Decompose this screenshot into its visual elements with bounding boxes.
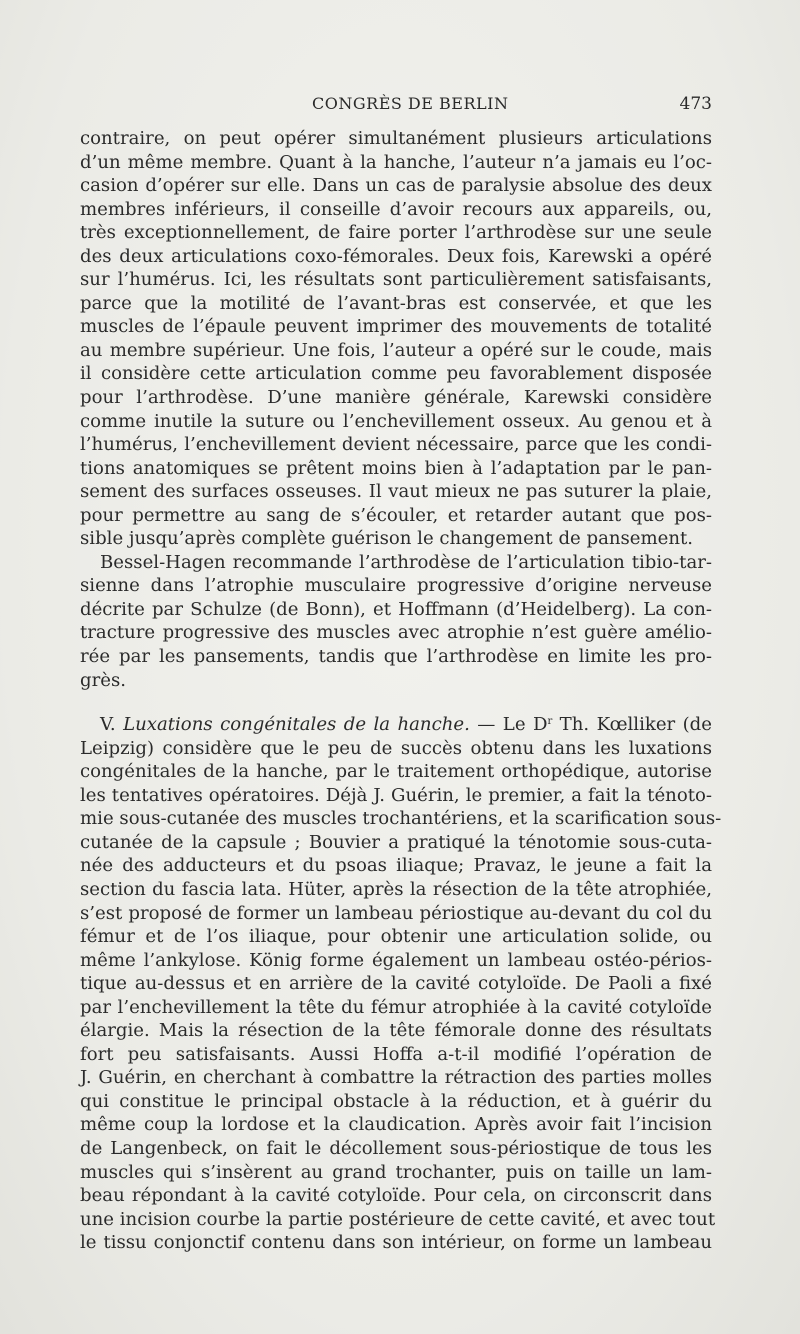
text-line: très exceptionnellement, de faire porter l’arthrodèse sur une seule: [80, 222, 712, 244]
text-line: casion d’opérer sur elle. Dans un cas de paralysie absolue des deux: [80, 175, 712, 197]
text-line: cutanée de la capsule ; Bouvier a pratiqué la ténotomie sous-cuta-: [80, 831, 712, 853]
text-line: le tissu conjonctif contenu dans son intérieur, on forme un lambeau: [80, 1232, 712, 1254]
text-line: beau répondant à la cavité cotyloïde. Pour cela, on circonscrit dans: [80, 1185, 712, 1207]
text-line: sement des surfaces osseuses. Il vaut mieux ne pas suturer la plaie,: [80, 481, 712, 503]
text-line: pour l’arthrodèse. D’une manière générale, Karewski considère: [80, 387, 712, 409]
text-line: sienne dans l’atrophie musculaire progressive d’origine nerveuse: [80, 575, 712, 597]
paragraph-1: [80, 127, 712, 551]
text-line: de Langenbeck, on fait le décollement sous-périostique de tous les: [80, 1137, 712, 1159]
text-line: rée par les pansements, tandis que l’arthrodèse en limite les pro-: [80, 646, 712, 668]
text-line: même l’ankylose. König forme également un lambeau ostéo-périos-: [80, 949, 712, 971]
text-line: fémur et de l’os iliaque, pour obtenir une articulation solide, ou: [80, 926, 712, 948]
section-title: Luxations congénitales de la hanche.: [123, 714, 470, 736]
page-number: 473: [679, 94, 712, 114]
text-line: d’un même membre. Quant à la hanche, l’auteur n’a jamais eu l’oc-: [80, 151, 712, 173]
text-line: parce que la motilité de l’avant-bras est conservée, et que les: [80, 292, 712, 314]
text-line: muscles de l’épaule peuvent imprimer des mouvements de totalité: [80, 316, 712, 338]
heading-text-b: Th. Kœlliker (de: [552, 714, 712, 736]
text-line: Bessel-Hagen recommande l’arthrodèse de l’articulation tibio-tar-: [100, 551, 712, 573]
section-5-heading-line: [80, 713, 712, 737]
text-line: contraire, on peut opérer simultanément plusieurs articulations: [80, 128, 712, 149]
text-line: même coup la lordose et la claudication. Après avoir fait l’incision: [80, 1114, 712, 1136]
text-line: il considère cette articulation comme peu favorablement disposée: [80, 363, 712, 385]
page-header: [80, 94, 712, 118]
text-line: Leipzig) considère que le peu de succès obtenu dans les luxations: [80, 737, 712, 759]
text-line: mie sous-cutanée des muscles trochantériens, et la scarification sous-: [80, 808, 722, 830]
text-line: au membre supérieur. Une fois, l’auteur a opéré sur le coude, mais: [80, 339, 712, 361]
text-line: membres inférieurs, il conseille d’avoir recours aux appareils, ou,: [80, 198, 712, 220]
text-line: tions anatomiques se prêtent moins bien à l’adaptation par le pan-: [80, 457, 712, 479]
text-line: une incision courbe la partie postérieure de cette cavité, et avec tout: [80, 1208, 716, 1230]
section-gap: [80, 692, 712, 713]
text-line: muscles qui s’insèrent au grand trochanter, puis on taille un lam-: [80, 1161, 712, 1183]
text-line: comme inutile la suture ou l’enchevillement osseux. Au genou et à: [80, 410, 712, 432]
text-line: des deux articulations coxo-fémorales. Deux fois, Karewski a opéré: [80, 245, 712, 267]
heading-text-a: — Le D: [469, 714, 548, 736]
text-line: décrite par Schulze (de Bonn), et Hoffmann (d’Heidelberg). La con-: [80, 598, 712, 620]
text-line: section du fascia lata. Hüter, après la résection de la tête atrophiée,: [80, 878, 712, 900]
text-line: tracture progressive des muscles avec atrophie n’est guère amélio-: [80, 622, 712, 644]
text-line: tique au-dessus et en arrière de la cavité cotyloïde. De Paoli a fixé: [80, 973, 712, 995]
body-text: [80, 127, 722, 1255]
paragraph-2: [80, 551, 712, 692]
text-line: par l’enchevillement la tête du fémur atrophiée à la cavité cotyloïde: [80, 996, 712, 1018]
text-line: grès.: [80, 669, 126, 691]
text-line: les tentatives opératoires. Déjà J. Guérin, le premier, a fait la ténoto-: [80, 784, 712, 806]
text-line: sur l’humérus. Ici, les résultats sont particulièrement satisfaisants,: [80, 269, 712, 291]
text-line: s’est proposé de former un lambeau périostique au-devant du col du: [80, 902, 712, 924]
section-5-lines: [80, 737, 722, 1255]
text-line: congénitales de la hanche, par le traitement orthopédique, autorise: [80, 761, 712, 783]
text-line: fort peu satisfaisants. Aussi Hoffa a-t-il modifié l’opération de: [80, 1043, 712, 1065]
text-line: née des adducteurs et du psoas iliaque; Pravaz, le jeune a fait la: [80, 855, 712, 877]
text-line: l’humérus, l’enchevillement devient nécessaire, parce que les condi-: [80, 434, 712, 456]
text-line: sible jusqu’après complète guérison le changement de pansement.: [80, 528, 694, 550]
text-line: pour permettre au sang de s’écouler, et retarder autant que pos-: [80, 504, 712, 526]
text-line: qui constitue le principal obstacle à la réduction, et à guérir du: [80, 1090, 712, 1112]
section-5: [80, 713, 722, 1255]
text-line: élargie. Mais la résection de la tête fémorale donne des résultats: [80, 1020, 712, 1042]
section-number: V.: [100, 714, 116, 736]
heading-superscript: r: [547, 716, 553, 728]
text-line: J. Guérin, en cherchant à combattre la rétraction des parties molles: [80, 1067, 712, 1089]
running-title: CONGRÈS DE BERLIN: [312, 94, 509, 113]
